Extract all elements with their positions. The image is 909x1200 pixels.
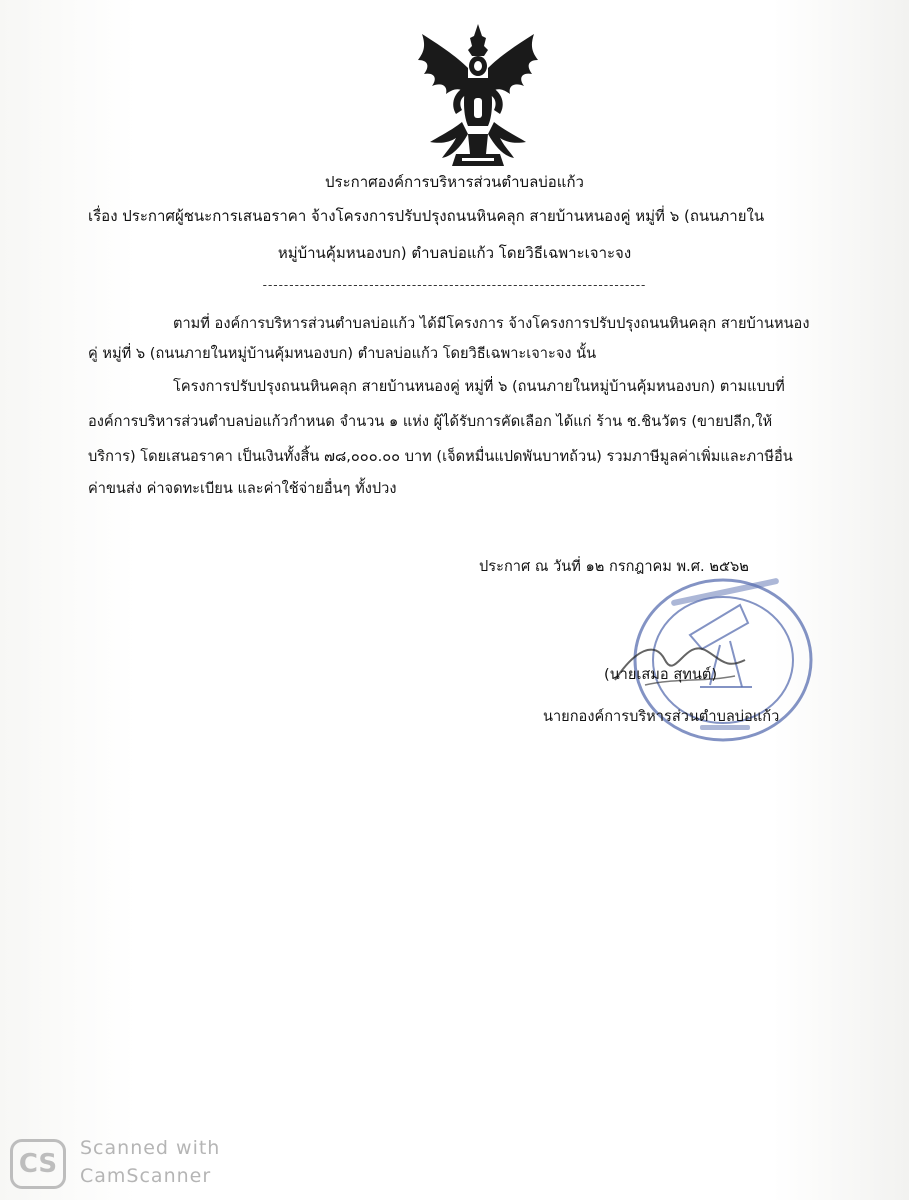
signer-name: (นายเสมอ สุทนต์)	[604, 666, 718, 683]
body-paragraph-2-line-4: ค่าขนส่ง ค่าจดทะเบียน และค่าใช้จ่ายอื่นๆ ทั้งปวง	[88, 480, 397, 497]
watermark-line-1: Scanned with	[80, 1137, 221, 1159]
body-paragraph-2-line-3: บริการ) โดยเสนอราคา เป็นเงินทั้งสิ้น ๗๘,๐๐๐.๐๐ บาท (เจ็ดหมื่นแปดพันบาทถ้วน) รวมภาษีมูลค่าเพิ่มและภาษีอื่น	[88, 448, 793, 465]
body-paragraph-1-line-2: คู่ หมู่ที่ ๖ (ถนนภายในหมู่บ้านคุ้มหนองบก) ตำบลบ่อแก้ว โดยวิธีเฉพาะเจาะจง นั้น	[88, 345, 597, 362]
camscanner-logo-icon: CS	[10, 1139, 66, 1189]
body-paragraph-2-line-1: โครงการปรับปรุงถนนหินคลุก สายบ้านหนองคู่ หมู่ที่ ๖ (ถนนภายในหมู่บ้านคุ้มหนองบก) ตามแบบที่	[173, 378, 785, 395]
subject-line-1: เรื่อง ประกาศผู้ชนะการเสนอราคา จ้างโครงการปรับปรุงถนนหินคลุก สายบ้านหนองคู่ หมู่ที่ ๖ (ถนนภายใน	[88, 207, 765, 225]
subject-line-2: หมู่บ้านคุ้มหนองบก) ตำบลบ่อแก้ว โดยวิธีเฉพาะเจาะจง	[277, 244, 632, 262]
camscanner-watermark	[10, 1135, 250, 1195]
announcement-date: ประกาศ ณ วันที่ ๑๒ กรกฎาคม พ.ศ. ๒๕๖๒	[479, 558, 749, 575]
body-paragraph-2-line-2: องค์การบริหารส่วนตำบลบ่อแก้วกำหนด จำนวน ๑ แห่ง ผู้ได้รับการคัดเลือก ได้แก่ ร้าน ช.ชินวัตร (ขายปลีก,ให้	[88, 413, 773, 430]
document-title: ประกาศองค์การบริหารส่วนตำบลบ่อแก้ว	[325, 173, 584, 191]
signer-title: นายกองค์การบริหารส่วนตำบลบ่อแก้ว	[543, 708, 780, 725]
watermark-line-2: CamScanner	[80, 1165, 212, 1187]
garuda-emblem-icon	[416, 22, 540, 168]
body-paragraph-1-line-1: ตามที่ องค์การบริหารส่วนตำบลบ่อแก้ว ได้มีโครงการ จ้างโครงการปรับปรุงถนนหินคลุก สายบ้านหนอง	[173, 315, 810, 332]
separator-line: ------------------------------------------------------------------------	[262, 278, 647, 292]
